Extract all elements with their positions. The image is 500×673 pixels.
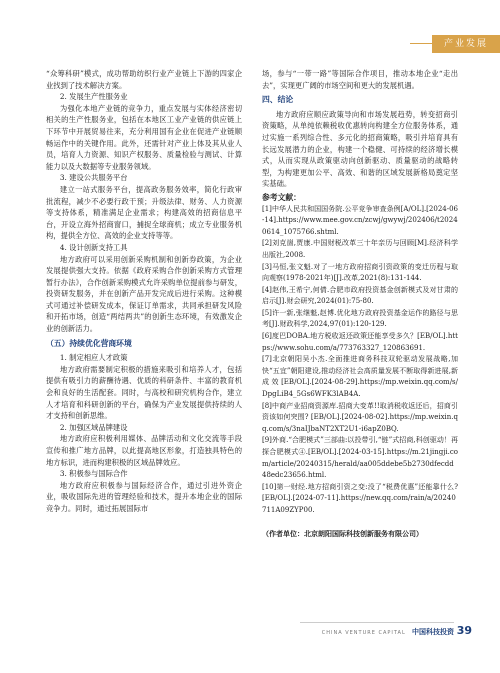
footer: [322, 627, 454, 637]
reference-item: [8]中商产业招商资源库.招商大变革!!取消税收返还后，招商引资该如何突围? [EB/OL].[2024-08-02].https://mp.weixin.qq.com/s/3naIJbaNT2XT2U1-i6apZ0BQ.: [262, 401, 458, 433]
reference-item: [3]马恒,张文魁.对了一地方政府招商引资政策的变迁历程与取向观察(1978-2021年)[J].改革,2021(8):131-144.: [262, 262, 458, 283]
reference-item: [10]第一财经.地方招商引资之变:没了“税费优惠”还能靠什么? [EB/OL].[2024-07-11].https://new.qq.com/rain/a/20240711A09ZYP00.: [262, 482, 458, 514]
section-tab: 产业发展: [432, 35, 500, 53]
reference-item: [5]许一新,张继魁,赵博.优化地方政府投资基金运作的路径与思考[J].财政科学,2024,97(01):120-129.: [262, 308, 458, 329]
paragraph: 地方政府应积极利用媒体、品牌活动和文化交流等手段宣传和推广地方品牌，以此提高地区形象，打造独具特色的地方标识，进而构建积极的区域品牌效应。: [46, 434, 242, 467]
reference-item: [1]中华人民共和国国务院.公平竞争审查条例[A/OL].[2024-06-14].https://www.mee.gov.cn/zcwj/gwywj/202406/t20240614_1075766.shtml.: [262, 204, 458, 236]
paragraph: 地方政府需要制定积极的措施来吸引和培养人才，包括提供有吸引力的薪酬待遇、优质的科研条件、丰富的教育机会和良好的生活配套。同时，与高校和研究机构合作，建立人才培育和科研创新的平台，确保为产业发展提供持续的人才支持和创新思维。: [46, 364, 242, 421]
paragraph: 建立一站式服务平台，提高政务服务效率，简化行政审批流程，减少不必要行政干预；升级法律、财务、人力资源等支持体系，精准满足企业需求；构建高效的招商信息平台，开设立海外招商窗口，捕捉全球商机；成立专业服务机构，提供全方位、高效的企业支持等等。: [46, 184, 242, 241]
section-heading: 四、结论: [262, 95, 294, 105]
subheading: 3. 积极参与国际合作: [59, 469, 128, 479]
paragraph: 地方政府应积极参与国际经济合作，通过引进外资企业，吸收国际先进的管理经验和技术，提升本地企业的国际竞争力。同时，通过拓展国际市: [46, 480, 242, 513]
subheading: 2. 加强区域品牌建设: [59, 422, 128, 432]
reference-item: [9]外商.“合肥模式”三部曲:以投带引,“链”式招商,科创驱动！再探合肥模式④.[EB/OL].[2024-03-15].https://m.21jingji.com/article/20240315/herald/aa005ddebe5b2730dfecdd48edc23656.html.: [262, 436, 458, 480]
header-rule: [410, 43, 432, 44]
left-column: [46, 68, 242, 515]
references-heading: 参考文献：: [262, 192, 301, 202]
right-column: [262, 68, 458, 540]
paragraph: 为强化本地产业链的竞争力，重点发展与实体经济密切相关的生产性服务业，包括在本地区工业产业链的供应链上下环节中开展贸易往来，充分利用国有企业在促进产业链顺畅运作中的关键作用。此外，还需针对产业上体及其从业人员，培育人力资源、知识产权服务、质量检验与测试、计算能力以及大数据等专业服务领域。: [46, 103, 242, 171]
subheading: 2. 发展生产性服务业: [59, 92, 128, 102]
paragraph: 地方政府应顺应政策导向和市场发展趋势，转变招商引资策略，从单纯依赖税收优惠转向构建全方位服务体系，通过实施一系列综合性、多元化的招商策略，吸引并培育具有长远发展潜力的企业，构建一个稳健、可持续的经济增长模式，从而实现从政策驱动向创新驱动、质量驱动的战略转型，为构建更加公平、高效、和谐的区域发展新格局奠定坚实基础。: [262, 109, 458, 189]
paragraph-continued: “众筹科研”模式，成功帮助纺织行业产业链上下游的四家企业找到了技术解决方案。: [46, 69, 242, 90]
subheading: 4. 设计创新支持工具: [59, 242, 128, 252]
page-number: 39: [456, 624, 472, 637]
reference-item: [6]度巴DOBA.地方税收返还政策还能享受多久？[EB/OL].https://www.sohu.com/a/773763327_120863691.: [262, 332, 458, 352]
magazine-name-en: CHINA VENTURE CAPITAL: [321, 630, 406, 636]
subheading: 1. 制定相应人才政策: [59, 353, 128, 363]
reference-item: [2]刘克崮,贾康.中国财税改革三十年亲历与回顾[M].经济科学出版社,2008.: [262, 239, 458, 259]
reference-item: [7]北京朝阳吴小杰.全面推进商务科技双轮驱动发展战略,加快“五宜”朝阳建设,推动经济社会高质量发展不断取得新进展,新成效[EB/OL].[2024-08-29].https://mp.weixin.qq.com/s/DpgLiB4_5Gs6WFK3lAB4A.: [262, 355, 458, 399]
author-affiliation: （作者单位：北京朗阳国际科技创新服务有限公司）: [262, 529, 423, 538]
magazine-name-cn: 中国科技投资: [412, 628, 454, 636]
section-heading: （五）持续优化营商环境: [46, 338, 132, 348]
subheading: 3. 建设公共服务平台: [59, 173, 128, 183]
footer-rule: [300, 622, 454, 623]
paragraph: 地方政府可以采用创新采购机制和创新券政策，为企业发展提供强大支持。依据《政府采购合作创新采购方式管理暂行办法》，合作创新采购模式允许采购单位提前参与研发，投资研发服务，并在创新产品开发完成后进行采购。这种模式可通过补偿研发成本，保证订单需求，共同承担研发风险和开拓市场，创造“两结两共”的创新生态环境，有效激发企业的创新活力。: [46, 254, 242, 334]
paragraph-continued: 场，参与“一带一路”等国际合作项目，推动本地企业“走出去”，实现更广阔的市场空间和更大的发展机遇。: [262, 69, 458, 90]
reference-item: [4]赵伟,王希宁,何倩.合肥市政府投资基金创新模式及对甘肃的启示[J].财会研究,2024(01):75-80.: [262, 285, 458, 306]
